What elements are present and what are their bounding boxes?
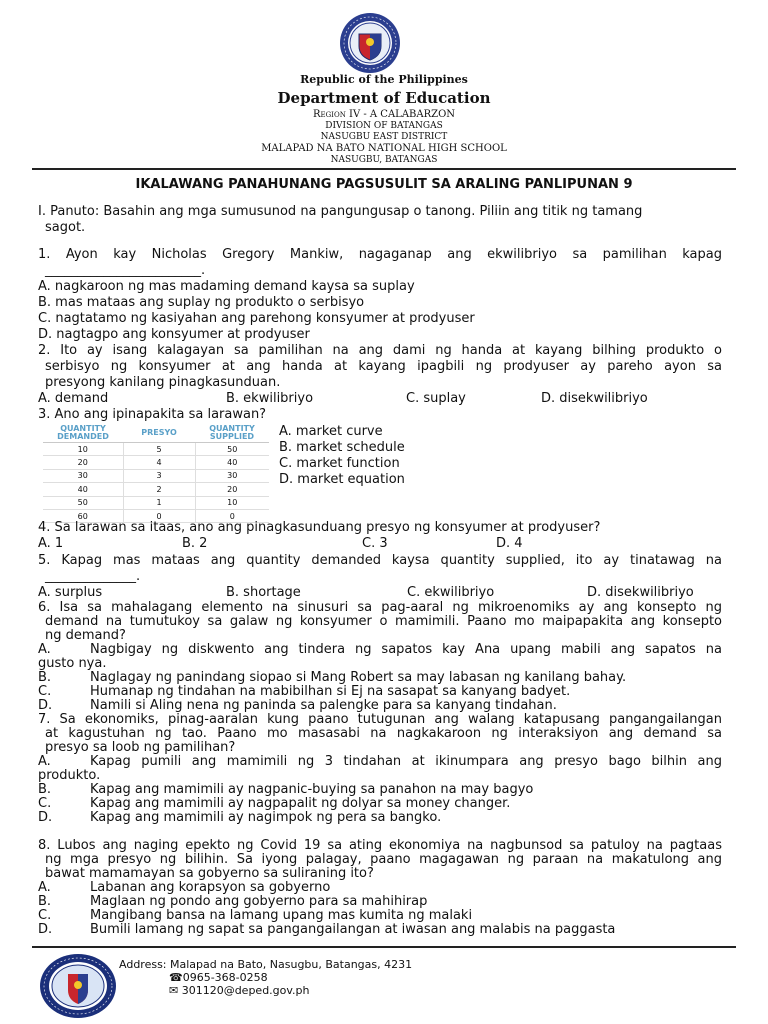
header-divider [32,168,736,170]
table-cell: 50 [43,496,123,509]
table-cell: 30 [43,469,123,482]
q3-option-b: B. market schedule [279,440,405,455]
q7-option-c [38,797,510,811]
q5-stem: 5. Kapag mas mataas ang quantity demanded kaysa quantity supplied, ito ay tinatawag na [38,553,722,568]
q1-option-b: B. mas mataas ang suplay ng produkto o serbisyo [38,295,365,310]
q6-stem-line1: 6. Isa sa mahalagang elemento na sinusuri sa pag-aaral ng mikroenomiks ay ang konsepto ng [38,600,722,615]
table-cell: 20 [43,456,123,469]
q4-stem: 4. Sa larawan sa itaas, ano ang pinagkasunduang presyo ng konsyumer at prodyuser? [38,520,601,535]
table-row [43,483,269,496]
q5-option-a: A. surplus [38,585,103,600]
q7-option-b-letter: B. [38,782,52,797]
table-row [43,456,269,469]
q8-option-b [38,895,427,909]
q2-option-c: C. suplay [406,391,466,406]
table-cell: 10 [195,496,269,509]
table-cell: 2 [123,483,195,496]
q3-option-d: D. market equation [279,472,405,487]
q8-option-a-letter: A. [38,880,51,895]
q8-option-b-text: Maglaan ng pondo ang gobyerno para sa mahihirap [90,894,428,909]
q6-option-c-letter: C. [38,684,52,699]
table-row [43,443,269,456]
table-header-cell: QUANTITY DEMANDED [43,424,123,443]
q7-option-d-letter: D. [38,810,53,825]
q7-option-c-letter: C. [38,796,52,811]
q7-option-d-text: Kapag ang mamimili ay nagimpok ng pera sa bangko. [90,810,442,825]
table-cell: 0 [123,509,195,522]
q3-stem: 3. Ano ang ipinapakita sa larawan? [38,407,267,422]
q1-option-d: D. nagtagpo ang konsyumer at prodyuser [38,327,310,342]
department-line: Department of Education [277,89,491,107]
school-line: MALAPAD NA BATO NATIONAL HIGH SCHOOL [261,143,507,154]
town-line: NASUGBU, BATANGAS [330,155,438,165]
table-cell: 3 [123,469,195,482]
q7-stem-line2: at kagustuhan ng tao. Paano mo masasabi na nagkakaroon ng interaksiyon ang demand sa [45,726,722,741]
table-header-cell: PRESYO [123,424,195,443]
table-cell: 0 [195,509,269,522]
q2-options [38,391,738,407]
q5-options [38,585,738,601]
q6-option-d [38,699,557,713]
table-cell: 10 [43,443,123,456]
table-row [43,496,269,509]
q8-option-b-letter: B. [38,894,52,909]
republic-line: Republic of the Philippines [300,73,468,86]
q5-blank: ______________. [45,569,141,584]
table-cell: 1 [123,496,195,509]
q8-option-d-text: Bumili lamang ng sapat sa pangangailangan at iwasan ang malabis na paggasta [90,922,616,937]
q4-options [38,536,738,552]
footer-address: Address: Malapad na Bato, Nasugbu, Batangas, 4231 [119,958,413,971]
district-line: NASUGBU EAST DISTRICT [320,132,448,142]
q6-option-a-cont: gusto nya. [38,656,107,671]
q1-option-a: A. nagkaroon ng mas madaming demand kaysa sa suplay [38,279,415,294]
footer-divider [32,946,736,948]
q7-option-a-cont: produkto. [38,768,101,783]
q7-stem-line3: presyo sa loob ng pamilihan? [45,740,236,755]
region-line: Region IV - A CALABARZON [312,109,456,120]
footer-phone: ☎0965-368-0258 [169,971,268,984]
q7-option-b-text: Kapag ang mamimili ay nagpanic-buying sa panahon na may bagyo [90,782,534,797]
q4-option-a: A. 1 [38,536,64,551]
division-line: DIVISION OF BATANGAS [325,121,443,131]
q6-stem-line3: ng demand? [45,628,126,643]
school-logo [38,952,118,1020]
q8-stem-line3: bawat mamamayan sa gobyerno sa suliraning ito? [45,866,374,881]
deped-seal-icon [339,12,401,74]
q8-option-c-text: Mangibang bansa na lamang upang mas kumita ng malaki [90,908,473,923]
q6-option-c-text: Humanap ng tindahan na mabibilhan si Ej na sasapat sa kanyang badyet. [90,684,571,699]
q6-option-b-text: Naglagay ng panindang siopao si Mang Robert sa may labasan ng kanilang bahay. [90,670,627,685]
q7-option-c-text: Kapag ang mamimili ay nagpapalit ng dolyar sa money changer. [90,796,511,811]
q8-option-a-text: Labanan ang korapsyon sa gobyerno [90,880,331,895]
q6-option-a [38,643,722,657]
q2-stem-line1: 2. Ito ay isang kalagayan sa pamilihan na ang dami ng handa at kayang bilhing produkto o [38,343,722,358]
q7-option-a-letter: A. [38,754,51,769]
q6-option-a-letter: A. [38,642,51,657]
q7-stem-line1: 7. Sa ekonomiks, pinag-aaralan kung paano tutugunan ang walang katapusang pangangailangan [38,712,722,727]
q8-option-c [38,909,472,923]
instructions-line2: sagot. [45,220,86,235]
table-cell: 20 [195,483,269,496]
q2-stem-line2: serbisyo ng konsyumer at ang handa at kayang ipagbili ng prodyuser ay pareho ayon sa [45,359,722,374]
q2-stem-line3: presyong kanilang pinagkasunduan. [45,375,281,390]
q2-option-a: A. demand [38,391,109,406]
school-logo-icon [38,952,118,1020]
q6-option-d-letter: D. [38,698,53,713]
q6-option-a-text: Nagbigay ng diskwento ang tindera ng sapatos kay Ana upang mabili ang sapatos na [90,642,722,657]
q1-blank: ________________________. [45,263,206,278]
table-cell: 30 [195,469,269,482]
q6-option-c [38,685,570,699]
market-schedule-table [43,424,269,523]
q3-option-c: C. market function [279,456,400,471]
q6-stem-line2: demand na tumutukoy sa galaw ng konsyumer o mamimili. Paano mo maipapakita ang konsepto [45,614,722,629]
table-cell: 40 [43,483,123,496]
q8-option-c-letter: C. [38,908,52,923]
q5-option-c: C. ekwilibriyo [407,585,495,600]
q8-option-d [38,923,615,937]
q7-option-a [38,755,722,769]
q8-stem-line2: ng mga presyo ng bilihin. Sa iyong palagay, paano magagawan ng paraan na makatulong ang [45,852,722,867]
q5-option-d: D. disekwilibriyo [587,585,694,600]
q7-option-d [38,811,441,825]
q1-stem: 1. Ayon kay Nicholas Gregory Mankiw, nagaganap ang ekwilibriyo sa pamilihan kapag [38,247,722,262]
table-row [43,469,269,482]
table-cell: 50 [195,443,269,456]
deped-seal [339,12,401,74]
table-header-cell: QUANTITY SUPPLIED [195,424,269,443]
q5-option-b: B. shortage [226,585,301,600]
q8-stem-line1: 8. Lubos ang naging epekto ng Covid 19 sa ating ekonomiya na nagbunsod sa patuloy na pagtaas [38,838,722,853]
table-cell: 5 [123,443,195,456]
footer-email: ✉ 301120@deped.gov.ph [169,984,310,997]
q7-option-a-text: Kapag pumili ang mamimili ng 3 tindahan at ikinumpara ang presyo bago bilhin ang [90,754,722,769]
q4-option-b: B. 2 [182,536,208,551]
q7-option-b [38,783,533,797]
q2-option-b: B. ekwilibriyo [226,391,314,406]
q4-option-d: D. 4 [496,536,523,551]
q4-option-c: C. 3 [362,536,388,551]
q8-option-d-letter: D. [38,922,53,937]
q6-option-b [38,671,626,685]
q8-option-a [38,881,330,895]
exam-title: IKALAWANG PANAHUNANG PAGSUSULIT SA ARALING PANLIPUNAN 9 [135,177,633,192]
q6-option-b-letter: B. [38,670,52,685]
q3-option-a: A. market curve [279,424,383,439]
q1-option-c: C. nagtatamo ng kasiyahan ang parehong konsyumer at prodyuser [38,311,475,326]
instructions-line1: I. Panuto: Basahin ang mga sumusunod na pangungusap o tanong. Piliin ang titik ng tamang [38,204,643,219]
table-cell: 40 [195,456,269,469]
q2-option-d: D. disekwilibriyo [541,391,648,406]
table-cell: 60 [43,509,123,522]
table-cell: 4 [123,456,195,469]
table-header-row [43,424,269,443]
q6-option-d-text: Namili si Aling nena ng paninda sa palengke para sa kanyang tindahan. [90,698,557,713]
